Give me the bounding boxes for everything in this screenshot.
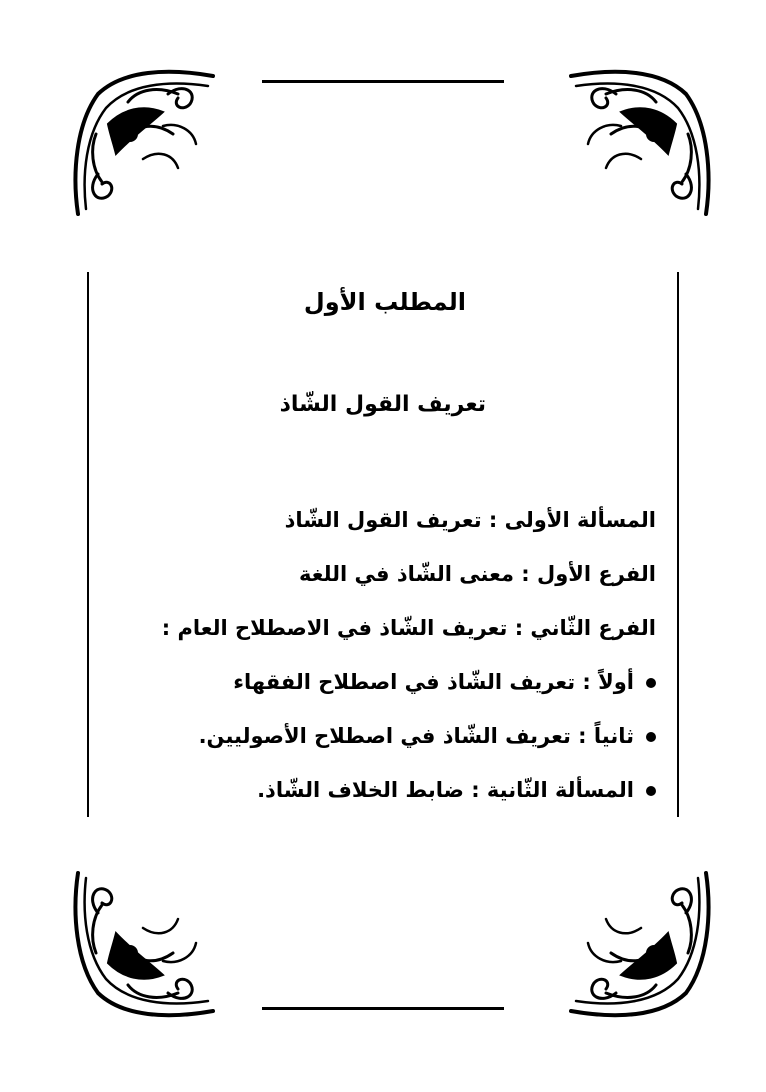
bullet-icon — [646, 786, 656, 796]
outline-item — [110, 554, 656, 608]
outline-item — [110, 500, 656, 554]
outline-item — [110, 770, 656, 824]
outline-item — [110, 716, 656, 770]
outline-item-text: المسألة الثّانية : ضابط الخلاف الشّاذ. — [257, 778, 634, 802]
page-subtitle: تعريف القول الشّاذ — [279, 392, 486, 417]
outline-item-text: أولاً : تعريف الشّاذ في اصطلاح الفقهاء — [233, 670, 634, 694]
top-divider — [262, 80, 504, 83]
bottom-divider — [262, 1007, 504, 1010]
page-title: المطلب الأول — [303, 288, 466, 316]
outline-list — [110, 500, 656, 824]
arabesque-corner-icon — [68, 868, 218, 1023]
right-frame-line — [677, 272, 679, 817]
arabesque-corner-icon — [566, 64, 716, 219]
bullet-icon — [646, 732, 656, 742]
bullet-icon — [646, 678, 656, 688]
outline-item-text: الفرع الأول : معنى الشّاذ في اللغة — [298, 562, 656, 586]
arabesque-corner-icon — [566, 868, 716, 1023]
arabesque-corner-icon — [68, 64, 218, 219]
outline-item-text: المسألة الأولى : تعريف القول الشّاذ — [284, 508, 656, 532]
outline-item — [110, 608, 656, 662]
outline-item — [110, 662, 656, 716]
outline-item-text: ثانياً : تعريف الشّاذ في اصطلاح الأصوليين. — [198, 724, 634, 748]
outline-item-text: الفرع الثّاني : تعريف الشّاذ في الاصطلاح العام : — [161, 616, 656, 640]
left-frame-line — [87, 272, 89, 817]
